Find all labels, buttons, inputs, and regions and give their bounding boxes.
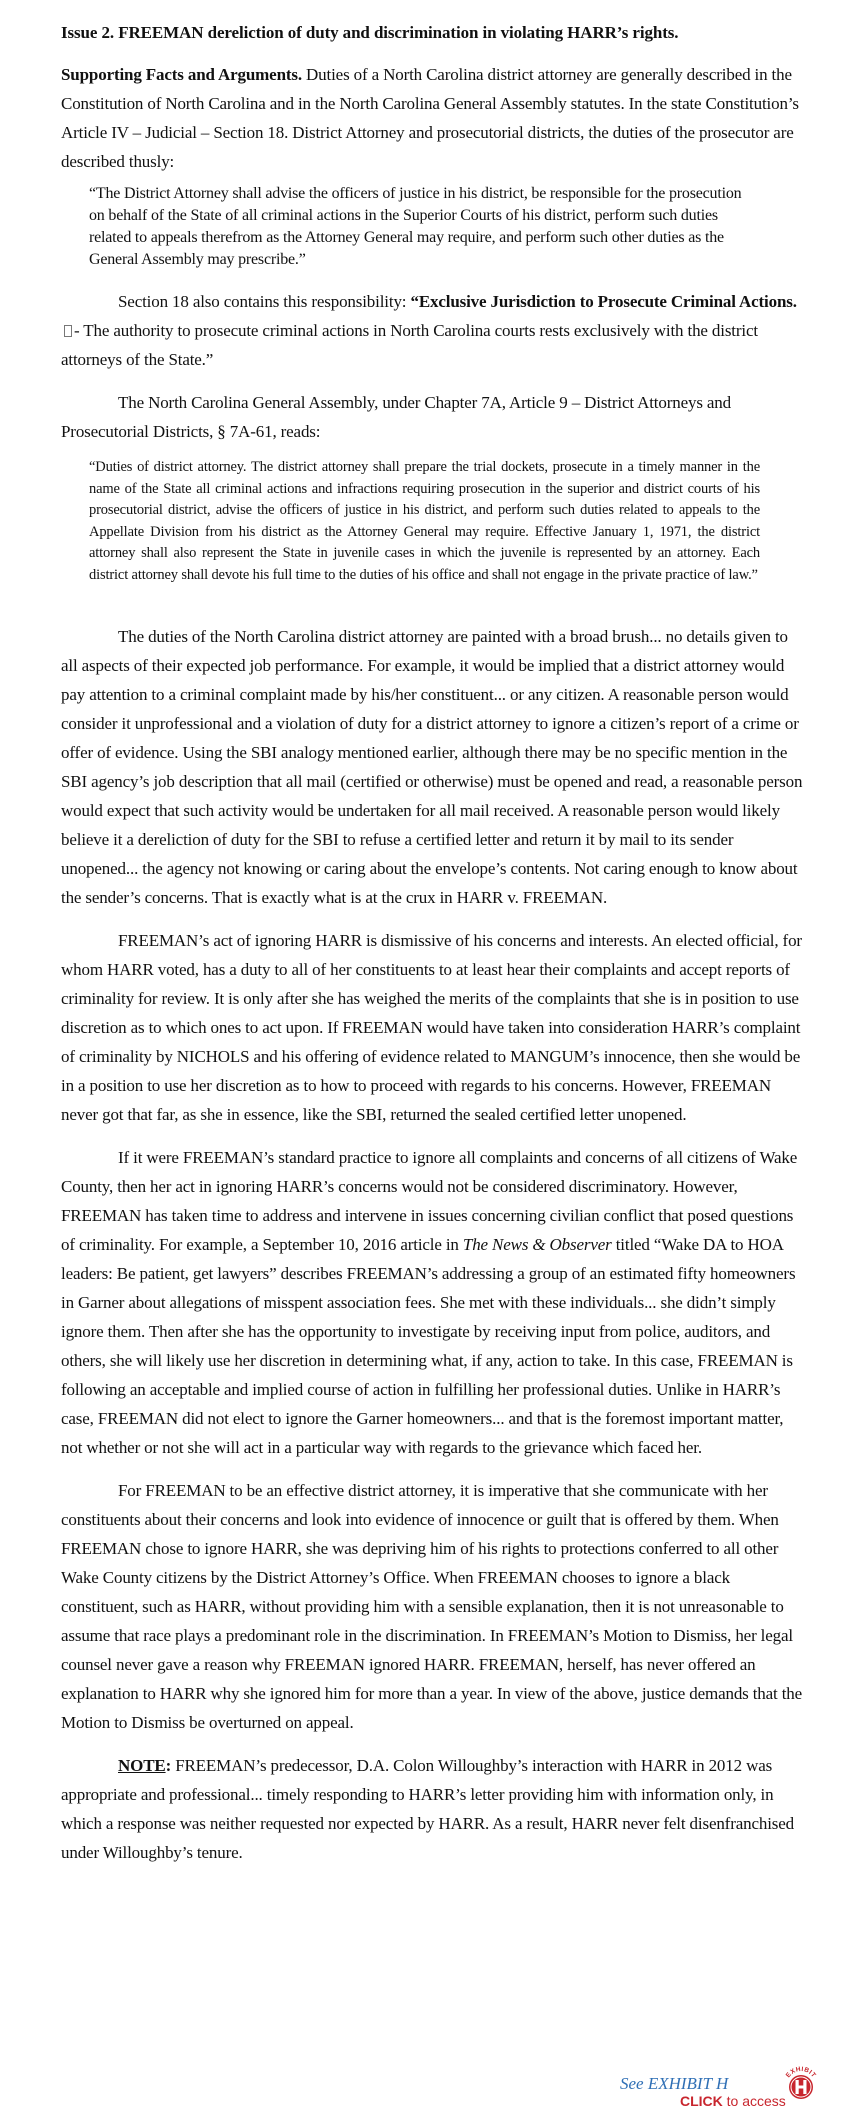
publication-title: The News & Observer — [462, 1235, 612, 1254]
section18-bold: “Exclusive Jurisdiction to Prosecute Criminal Actions. — [410, 292, 797, 311]
intro-paragraph — [61, 60, 808, 176]
practice-part1: If it were FREEMAN’s standard practice to ignore all complaints and concerns of all citizens of Wake County, then her act in ignoring HARR’s concerns would not be considered discriminatory. However, FREEMAN has taken time to address and intervene in issues concerning civilian conflict that posed questions of criminality. For example, a September 10, 2016 article in — [61, 1148, 798, 1254]
ignoring-paragraph: FREEMAN’s act of ignoring HARR is dismissive of his concerns and interests. An elected official, for whom HARR voted, has a duty to all of her constituents to at least hear their complaints and accept reports of criminality for review. It is only after she has weighed the merits of the complaints that she is in position to use discretion as to which ones to act upon. If FREEMAN would have taken into consideration HARR’s complaint of criminality by NICHOLS and his offering of evidence related to MANGUM’s innocence, then she would be in a position to use her discretion as to how to proceed with regards to his concerns. However, FREEMAN never got that far, as she in essence, like the SBI, returned the sealed certified letter unopened. — [61, 931, 802, 1124]
section18-paragraph — [61, 287, 808, 374]
constitution-quote: “The District Attorney shall advise the officers of justice in his district, be responsible for the prosecution on behalf of the State of all criminal actions in the Superior Courts of his district, perform such duties related to appeals therefrom as the Attorney General may require, and perform such other duties as the General Assembly may prescribe.” — [89, 185, 742, 268]
practice-paragraph — [61, 1143, 808, 1462]
issue-heading: Issue 2. FREEMAN dereliction of duty and discrimination in violating HARR’s rights. — [61, 23, 679, 42]
exhibit-h-icon — [781, 2063, 821, 2103]
click-rest: to access — [722, 2093, 786, 2109]
general-assembly-paragraph: The North Carolina General Assembly, under Chapter 7A, Article 9 – District Attorneys and Prosecutorial Districts, § 7A-61, reads: — [61, 393, 731, 441]
practice-part2: titled “Wake DA to HOA leaders: Be patient, get lawyers” describes FREEMAN’s addressing a group of an estimated fifty homeowners in Garner about allegations of misspent association fees. She met with these individuals... she didn’t simply ignore them. Then after she has the opportunity to investigate by receiving input from police, auditors, and others, she will likely use her discretion in determining what, if any, action to take. In this case, FREEMAN is following an acceptable and implied course of action in fulfilling her professional duties. Unlike in HARR’s case, FREEMAN did not elect to ignore the Garner homeowners... and that is the foremost important matter, not whether or not she will act in a particular way with regards to the grievance which faced her. — [61, 1235, 796, 1457]
click-word: CLICK — [680, 2093, 723, 2109]
effective-paragraph: For FREEMAN to be an effective district attorney, it is imperative that she communicate with her constituents about their concerns and look into evidence of innocence or guilt that is offered by them. When FREEMAN chose to ignore HARR, she was depriving him of his rights to protections conferred to all other Wake County citizens by the District Attorney’s Office. When FREEMAN chooses to ignore a black constituent, such as HARR, without providing him with a sensible explanation, then it is not unreasonable to assume that race plays a predominant role in the discrimination. In FREEMAN’s Motion to Dismiss, her legal counsel never gave a reason why FREEMAN ignored HARR. FREEMAN, herself, has never offered an explanation to HARR why she ignored him for more than a year. In view of the above, justice demands that the Motion to Dismiss be overturned on appeal. — [61, 1481, 803, 1732]
section18-after: - The authority to prosecute criminal actions in North Carolina courts rests exclusively with the district attorneys of the State.” — [61, 321, 758, 369]
click-to-access-link[interactable] — [680, 2093, 786, 2109]
svg-text:EXHIBIT: EXHIBIT — [784, 2065, 818, 2080]
statute-quote: “Duties of district attorney. The district attorney shall prepare the trial dockets, prosecute in a timely manner in the name of the State all criminal actions and infractions requiring prosecution in the superior and district courts of his prosecutorial district, advise the officers of justice in his district, and perform such duties related to appeals to the Appellate Division from his district as the Attorney General may require. Effective January 1, 1971, the district attorney shall also represent the State in juvenile cases in which the juvenile is represented by an attorney. Each district attorney shall devote his full time to the duties of his office and shall not engage in the private practice of law.” — [89, 459, 760, 583]
note-text: FREEMAN’s predecessor, D.A. Colon Willoughby’s interaction with HARR in 2012 was appropriate and professional... timely responding to HARR’s letter providing him with information only, in which a response was neither requested nor expected by HARR. As a result, HARR never felt disenfranchised under Willoughby’s tenure. — [61, 1756, 794, 1862]
see-exhibit-h-link[interactable]: See EXHIBIT H — [620, 2074, 729, 2093]
note-paragraph — [61, 1751, 808, 1867]
exhibit-badge-icon[interactable] — [781, 2063, 821, 2103]
intro-text: Duties of a North Carolina district attorney are generally described in the Constitution of North Carolina and in the North Carolina General Assembly statutes. In the state Constitution’s Article IV – Judicial – Section 18. District Attorney and prosecutorial districts, the duties of the prosecutor are described thusly: — [61, 65, 799, 171]
missing-glyph-box — [64, 325, 72, 337]
section18-before: Section 18 also contains this responsibility: — [118, 292, 411, 311]
intro-lead: Supporting Facts and Arguments. — [61, 65, 302, 84]
note-colon: : — [165, 1756, 172, 1775]
duties-paragraph: The duties of the North Carolina district attorney are painted with a broad brush... no details given to all aspects of their expected job performance. For example, it would be implied that a district attorney would pay attention to a criminal complaint made by his/her constituent... or any citizen. A reasonable person would consider it unprofessional and a violation of duty for a district attorney to ignore a citizen’s report of a crime or offer of evidence. Using the SBI analogy mentioned earlier, although there may be no specific mention in the SBI agency’s job description that all mail (certified or otherwise) must be opened and read, a reasonable person would expect that such activity would be undertaken for all mail received. A reasonable person would likely believe it a dereliction of duty for the SBI to refuse a certified letter and return it by mail to its sender unopened... the agency not knowing or caring about the envelope’s contents. Not caring enough to know about the sender’s concerns. That is exactly what is at the crux in HARR v. FREEMAN. — [61, 627, 803, 907]
note-label: NOTE — [118, 1756, 166, 1775]
